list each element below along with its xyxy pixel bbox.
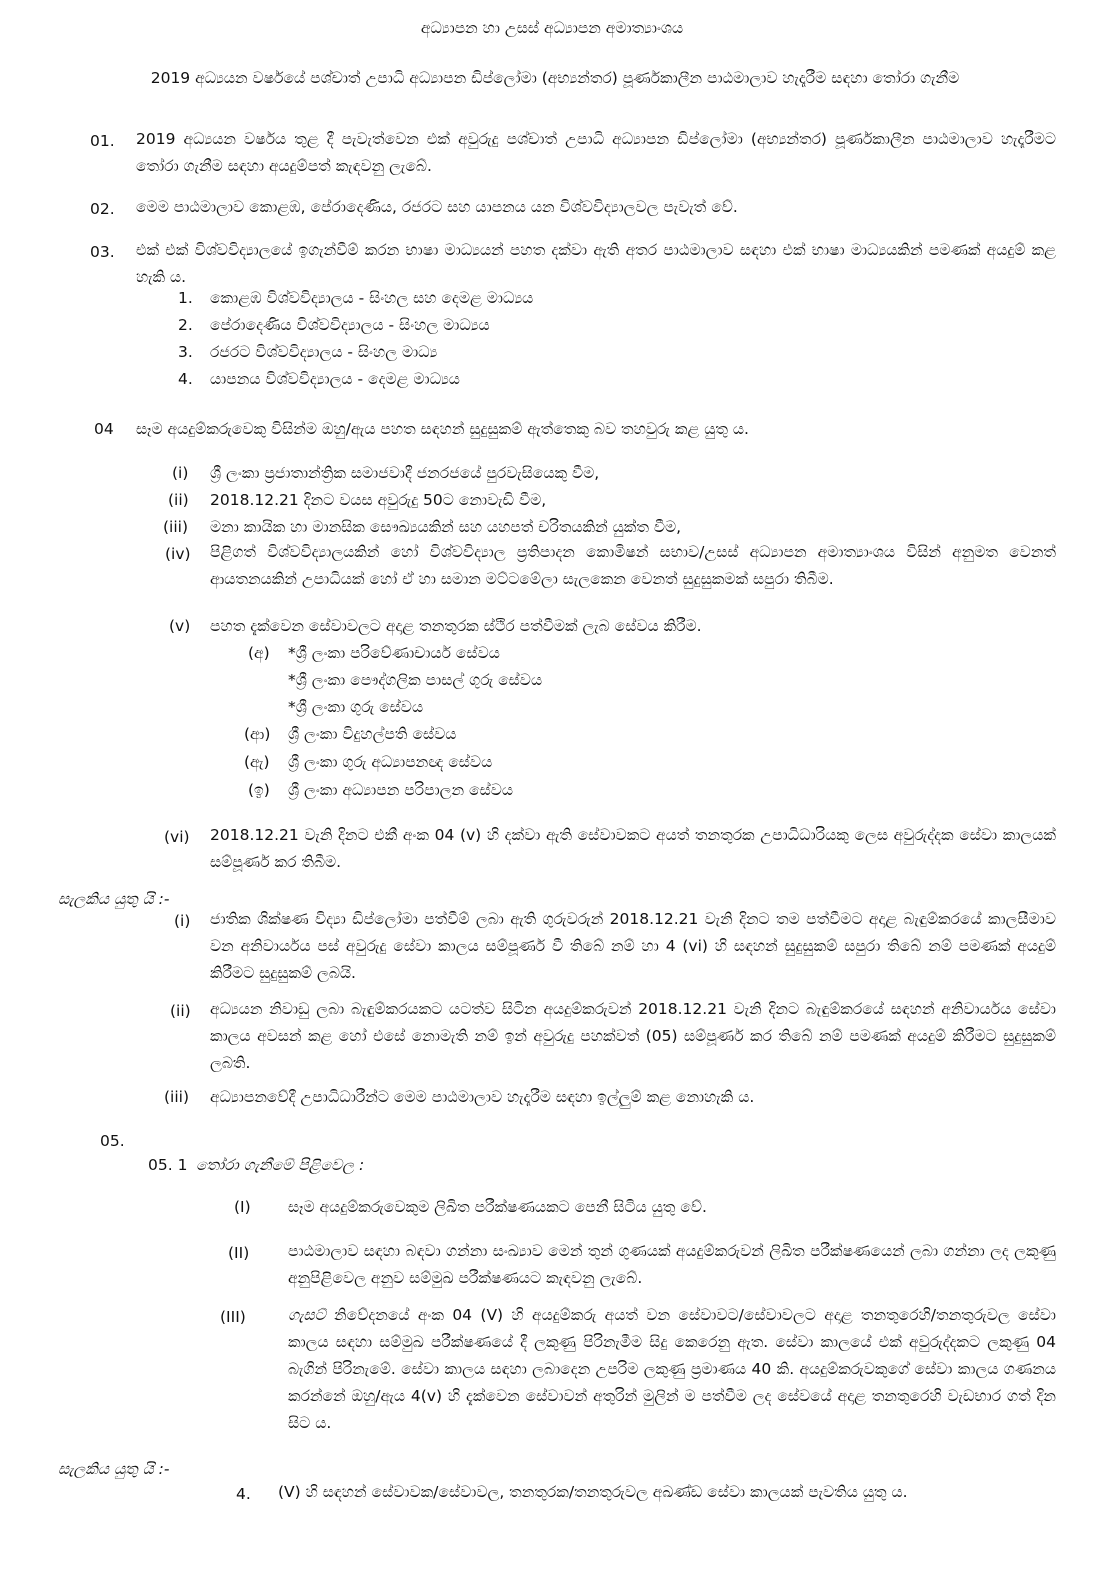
medium-item-number: 3. — [178, 343, 193, 361]
document-title: 2019 අධ්‍යයන වර්ෂයේ පශ්චාත් උපාධි අධ්‍යාපන ඩිප්ලෝමා (අභ්‍යන්තර) පූර්ණකාලීන පාඨමාලාව හැදෑරීම සඳහා තෝරා ගැනීම — [150, 69, 960, 87]
service-text: ශ්‍රී ලංකා ගුරු අධ්‍යාපනඥ සේවය — [288, 753, 493, 771]
qualification-text: 2018.12.21 වැනි දිනට එකී අංක 04 (v) හි දක්වා ඇති සේවාවකට අයත් තනතුරක උපාධිධාරියකු ලෙස අවුරුද්දක සේවා කාලයක් සම්පූර්ණ කර තිබීම. — [210, 826, 1056, 871]
qualification-text: ශ්‍රී ලංකා ප්‍රජාතාන්ත්‍රික සමාජවාදී ජනරජයේ පුරවැසියෙකු වීම, — [210, 464, 600, 482]
section-05-number: 05. — [100, 1132, 125, 1150]
ministry-heading: අධ්‍යාපන හා උසස් අධ්‍යාපන අමාත්‍යාංශය — [420, 19, 684, 37]
service-number: (අ) — [248, 644, 270, 662]
qualification-number: (i) — [172, 464, 189, 482]
qualification-number: (v) — [169, 617, 191, 635]
note-item-number: (iii) — [164, 1088, 190, 1106]
note-item-text: ජාතික ශික්ෂණ විද්‍යා ඩිප්ලෝමා පත්වීම් ලබා ඇති ගුරුවරුන් 2018.12.21 වැනි දිනට තම පත්වීමට අදාළ බැඳුම්කරයේ කාලසීමාව වන අනිවාර්යය පස් අවුරුදු සේවා කාලය සම්පූර්ණ වී තිබේ නම් හා 4 (vi) හි සඳහන් සුදුසුකම් සපුරා තිබේ නම් පමණක් අයදුම් කිරීමට සුදුසුකම් ලබයි. — [210, 910, 1056, 982]
note-label: සැලකිය යුතු යි :- — [58, 890, 170, 908]
medium-item-text: කොළඹ විශ්වවිද්‍යාලය - සිංහල සහ දෙමළ මාධ්‍යය — [210, 289, 534, 307]
subsection-number: 05. 1 — [148, 1156, 188, 1174]
medium-item-number: 1. — [178, 289, 193, 307]
service-text: ශ්‍රී ලංකා විදුහල්පති සේවය — [288, 725, 457, 743]
service-text: ශ්‍රී ලංකා අධ්‍යාපන පරිපාලන සේවය — [288, 781, 514, 799]
note-item-text: අධ්‍යාපනවේදී උපාධිධාරීන්ට මෙම පාඨමාලාව හැදෑරීම සඳහා ඉල්ලුම් කළ නොහැකි ය. — [210, 1088, 755, 1106]
qualification-text: පහත දැක්වෙන සේවාවලට අදාළ තනතුරක ස්ථිර පත්වීමක් ලැබ සේවය කිරීම. — [210, 617, 702, 635]
qualification-number: (iv) — [165, 545, 191, 563]
medium-item-number: 4. — [178, 370, 193, 388]
qualification-number: (iii) — [163, 518, 189, 536]
procedure-text — [288, 1302, 1056, 1437]
medium-item-text: රජරට විශ්වවිද්‍යාලය - සිංහල මාධ්‍ය — [210, 343, 438, 361]
service-text: *ශ්‍රී ලංකා පෞද්ගලික පාසල් ගුරු සේවය — [288, 671, 543, 689]
medium-item-text: යාපනය විශ්වවිද්‍යාලය - දෙමළ මාධ්‍යය — [210, 370, 460, 388]
service-number: (ඉ) — [248, 781, 270, 799]
procedure-text: සෑම අයදුම්කරුවෙකුම ලිඛිත පරීක්ෂණයකට පෙනී සිටිය යුතු වේ. — [288, 1198, 707, 1216]
medium-item-number: 2. — [178, 316, 193, 334]
note-item-text: (V) හි සඳහන් සේවාවක/සේවාවල, තනතුරක/තනතුරුවල අඛණ්ඩ සේවා කාලයක් පැවතිය යුතු ය. — [278, 1483, 908, 1501]
section-02-text: මෙම පාඨමාලාව කොළඹ, පේරාදෙණිය, රජරට සහ යාපනය යන විශ්වවිද්‍යාලවල පැවැත් වේ. — [136, 198, 738, 216]
procedure-number: (II) — [228, 1244, 250, 1262]
note-item-number: (ii) — [170, 1002, 191, 1020]
service-text: *ශ්‍රී ලංකා පරිවේණාචාර්ය සේවය — [288, 644, 500, 662]
medium-item-text: පේරාදෙණිය විශ්වවිද්‍යාලය - සිංහල මාධ්‍යය — [210, 316, 490, 334]
section-01-text: 2019 අධ්‍යයන වර්ෂය තුළ දී පැවැත්වෙන එක් අවුරුදු පශ්චාත් උපාධි අධ්‍යාපන ඩිප්ලෝමා (අභ්‍යන්තර) පූර්ණකාලීන පාඨමාලාව හැදෑරීමට තෝරා ගැනීම සඳහා අයදුම්පත් කැඳවනු ලැබේ. — [136, 130, 1056, 175]
qualification-number: (ii) — [168, 491, 189, 509]
section-04-number: 04 — [94, 420, 114, 438]
service-text: *ශ්‍රී ලංකා ගුරු සේවය — [288, 698, 424, 716]
note-label: සැලකිය යුතු යි :- — [58, 1460, 170, 1478]
section-03-number: 03. — [90, 243, 115, 261]
procedure-number: (III) — [220, 1308, 246, 1326]
service-number: (ආ) — [244, 725, 271, 743]
qualification-text: මනා කායික හා මානසික සෞඛ්‍යයකින් සහ යහපත් චරිතයකින් යුක්ත වීම, — [210, 518, 682, 536]
qualification-number: (vi) — [164, 828, 190, 846]
subsection-title: තෝරා ගැනීමේ පිළිවෙල : — [196, 1156, 365, 1174]
section-04-text: සෑම අයදුම්කරුවෙකු විසින්ම ඔහු/ඇය පහත සඳහන් සුදුසුකම් ඇත්තෙකු බව තහවුරු කළ යුතු ය. — [136, 420, 749, 438]
gazette-word: ගැසට් — [288, 1306, 326, 1324]
section-02-number: 02. — [90, 200, 115, 218]
section-01-number: 01. — [90, 132, 115, 150]
procedure-text: පාඨමාලාව සඳහා බඳවා ගන්නා සංඛ්‍යාව මෙන් තුන් ගුණයක් අයදුම්කරුවන් ලිඛිත පරීක්ෂණයෙන් ලබා ගන්නා ලද ලකුණු අනුපිළිවෙල අනුව සම්මුඛ පරීක්ෂණයට කැඳවනු ලැබේ. — [288, 1242, 1056, 1287]
qualification-text: 2018.12.21 දිනට වයස අවුරුදු 50ට නොවැඩි වීම, — [210, 491, 547, 509]
note-item-text: අධ්‍යයන නිවාඩු ලබා බැඳුම්කරයකට යටත්ව සිටින අයදුම්කරුවන් 2018.12.21 වැනි දිනට බැඳුම්කරයේ සඳහන් අනිවාර්යය සේවා කාලය අවසන් කළ හෝ එසේ නොමැති නම් ඉන් අවුරුදු පහක්වත් (05) සම්පූර්ණ කර තිබේ නම් පමණක් අයදුම් කිරීමට සුදුසුකම් ලබති. — [210, 1000, 1056, 1072]
procedure-number: (I) — [234, 1198, 251, 1216]
procedure-text-rest: නිවේදනයේ අංක 04 (V) හි අයදුම්කරු අයත් වන සේවාවට/සේවාවලට අදාළ තනතුරෙහි/තනතුරුවල සේවා කාලය සඳහා සම්මුඛ පරීක්ෂණයේ දී ලකුණු පිරිනැමීම සිදු කෙරෙනු ඇත. සේවා කාලයේ එක් අවුරුද්දකට ලකුණු 04 බැගින් පිරිනැමේ. සේවා කාලය සඳහා ලබාදෙන උපරිම ලකුණු ප්‍රමාණය 40 කි. අයදුම්කරුවකුගේ සේවා කාලය ගණනය කරන්නේ ඔහු/ඇය 4(v) හි දැක්වෙන සේවාවන් අතුරින් මුලින් ම පත්වීම ලද සේවයේ අදාළ තනතුරෙහි වැඩභාර ගත් දින සිට ය. — [288, 1306, 1056, 1432]
qualification-text: පිළිගත් විශ්වවිද්‍යාලයකින් හෝ විශ්වවිද්‍යාල ප්‍රතිපාදන කොමිෂන් සභාව/උසස් අධ්‍යාපන අමාත්‍යාංශය විසින් අනුමත වෙනත් ආයතනයකින් උපාධියක් හෝ ඒ හා සමාන මට්ටමේලා සැලකෙන වෙනත් සුදුසුකමක් සපුරා තිබීම. — [210, 543, 1056, 588]
service-number: (ඇ) — [244, 753, 270, 771]
note-item-number: 4. — [236, 1485, 251, 1503]
note-item-number: (i) — [174, 912, 191, 930]
section-03-text: එක් එක් විශ්වවිද්‍යාලයේ ඉගැන්වීම් කරන භාෂා මාධ්‍යයන් පහත දක්වා ඇති අතර පාඨමාලාව සඳහා එක් භාෂා මාධ්‍යයකින් පමණක් අයදුම් කළ හැකි ය. — [136, 241, 1056, 286]
